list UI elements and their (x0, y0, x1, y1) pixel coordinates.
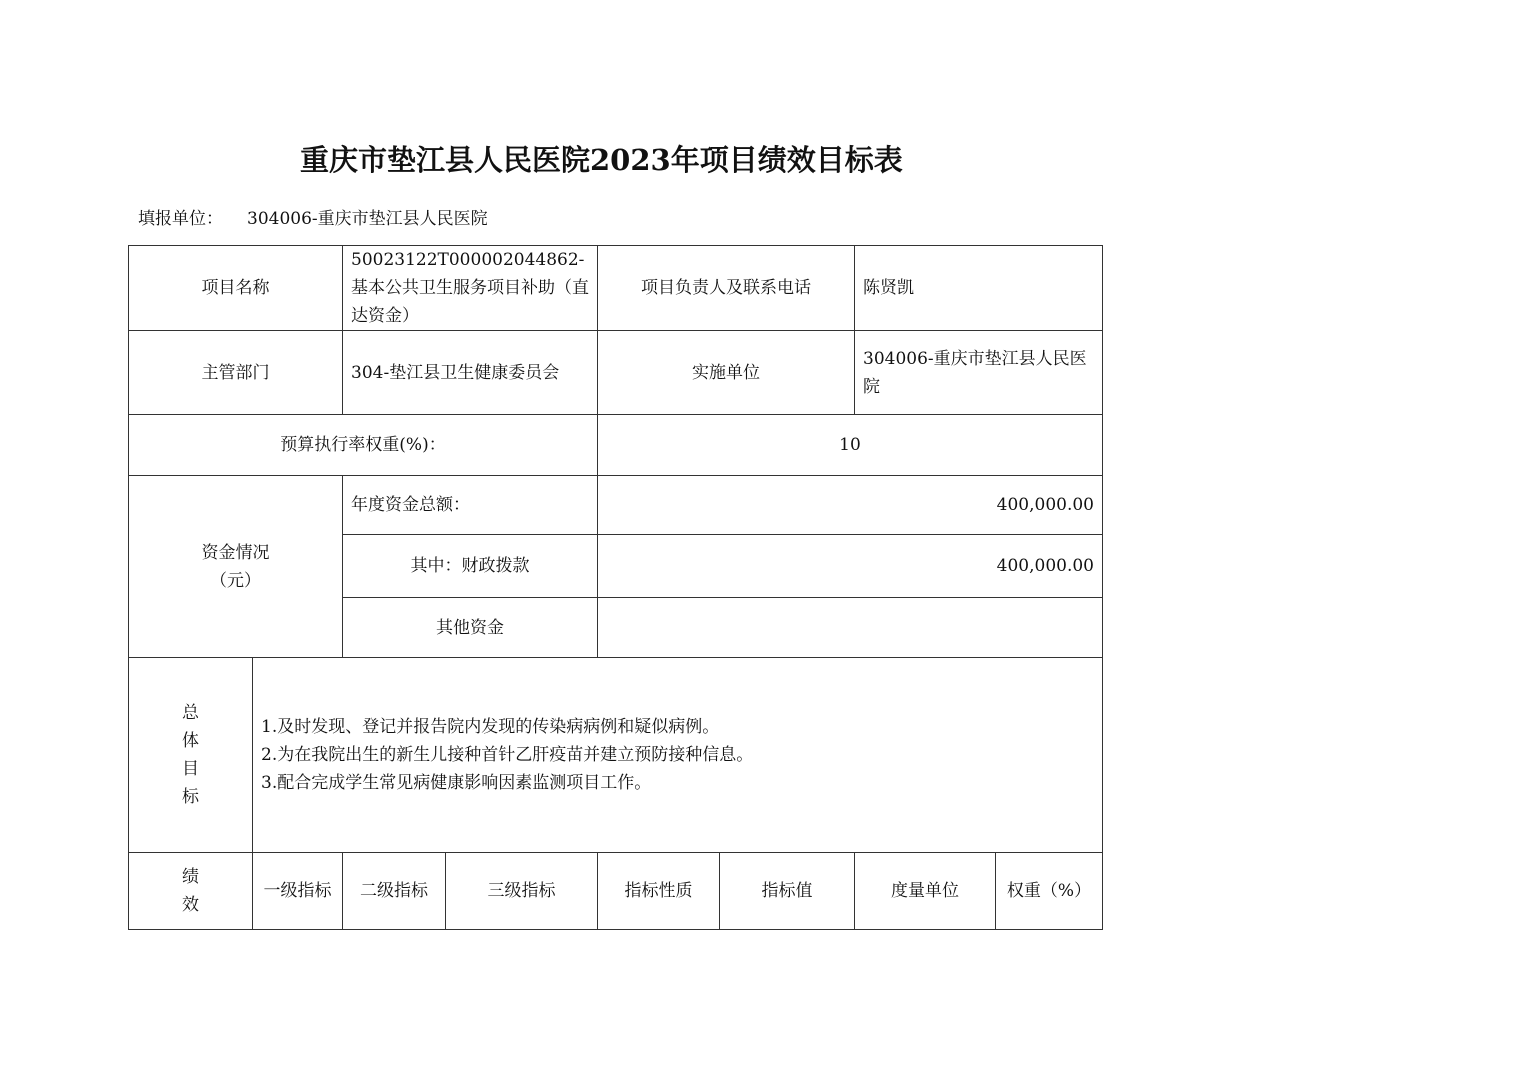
funds-total-label: 年度资金总额： (343, 476, 598, 535)
header-level1: 一级指标 (253, 853, 343, 930)
overall-goal-char: 目 (182, 759, 199, 779)
project-contact-label: 项目负责人及联系电话 (598, 246, 855, 331)
impl-unit-value: 304006-重庆市垫江县人民医院 (855, 331, 1103, 415)
goal-item: 1.及时发现、登记并报告院内发现的传染病病例和疑似病例。 (261, 717, 720, 737)
table-row (129, 246, 1103, 331)
project-contact-value: 陈贤凯 (855, 246, 1103, 331)
budget-weight-value: 10 (598, 415, 1103, 476)
funds-label (129, 476, 343, 658)
impl-unit-label: 实施单位 (598, 331, 855, 415)
table-row (129, 331, 1103, 415)
funds-fiscal-value: 400,000.00 (598, 535, 1103, 598)
budget-weight-label: 预算执行率权重(%)： (129, 415, 598, 476)
indicator-section-label (129, 853, 253, 930)
goal-item: 2.为在我院出生的新生儿接种首针乙肝疫苗并建立预防接种信息。 (261, 745, 754, 765)
overall-goal-label (129, 658, 253, 853)
header-level3: 三级指标 (446, 853, 598, 930)
overall-goal-content (253, 658, 1103, 853)
header-unit: 度量单位 (855, 853, 996, 930)
funds-fiscal-label: 其中：财政拨款 (343, 535, 598, 598)
table-row (129, 415, 1103, 476)
overall-goal-char: 标 (182, 787, 199, 807)
project-name-label: 项目名称 (129, 246, 343, 331)
funds-other-label: 其他资金 (343, 598, 598, 658)
header-level2: 二级指标 (343, 853, 446, 930)
document-title: 重庆市垫江县人民医院2023年项目绩效目标表 (300, 143, 903, 177)
header-weight: 权重（%） (996, 853, 1103, 930)
funds-label-line2: （元） (210, 570, 261, 591)
funds-total-value: 400,000.00 (598, 476, 1103, 535)
table-row (129, 853, 1103, 930)
table-row (129, 658, 1103, 853)
reporting-unit (138, 204, 488, 229)
reporting-unit-value: 304006-重庆市垫江县人民医院 (247, 209, 488, 229)
funds-other-value (598, 598, 1103, 658)
indicator-section-char: 绩 (182, 867, 199, 887)
overall-goal-char: 体 (182, 731, 199, 751)
overall-goal-char: 总 (182, 703, 199, 723)
funds-label-line1: 资金情况 (201, 542, 270, 563)
dept-label: 主管部门 (129, 331, 343, 415)
header-nature: 指标性质 (598, 853, 720, 930)
dept-value: 304-垫江县卫生健康委员会 (343, 331, 598, 415)
indicator-section-char: 效 (182, 895, 199, 915)
header-value: 指标值 (720, 853, 855, 930)
reporting-unit-label: 填报单位： (138, 209, 223, 229)
project-name-value: 50023122T000002044862-基本公共卫生服务项目补助（直达资金） (343, 246, 598, 331)
goal-item: 3.配合完成学生常见病健康影响因素监测项目工作。 (261, 773, 652, 793)
performance-table (128, 245, 1103, 930)
table-row (129, 476, 1103, 535)
